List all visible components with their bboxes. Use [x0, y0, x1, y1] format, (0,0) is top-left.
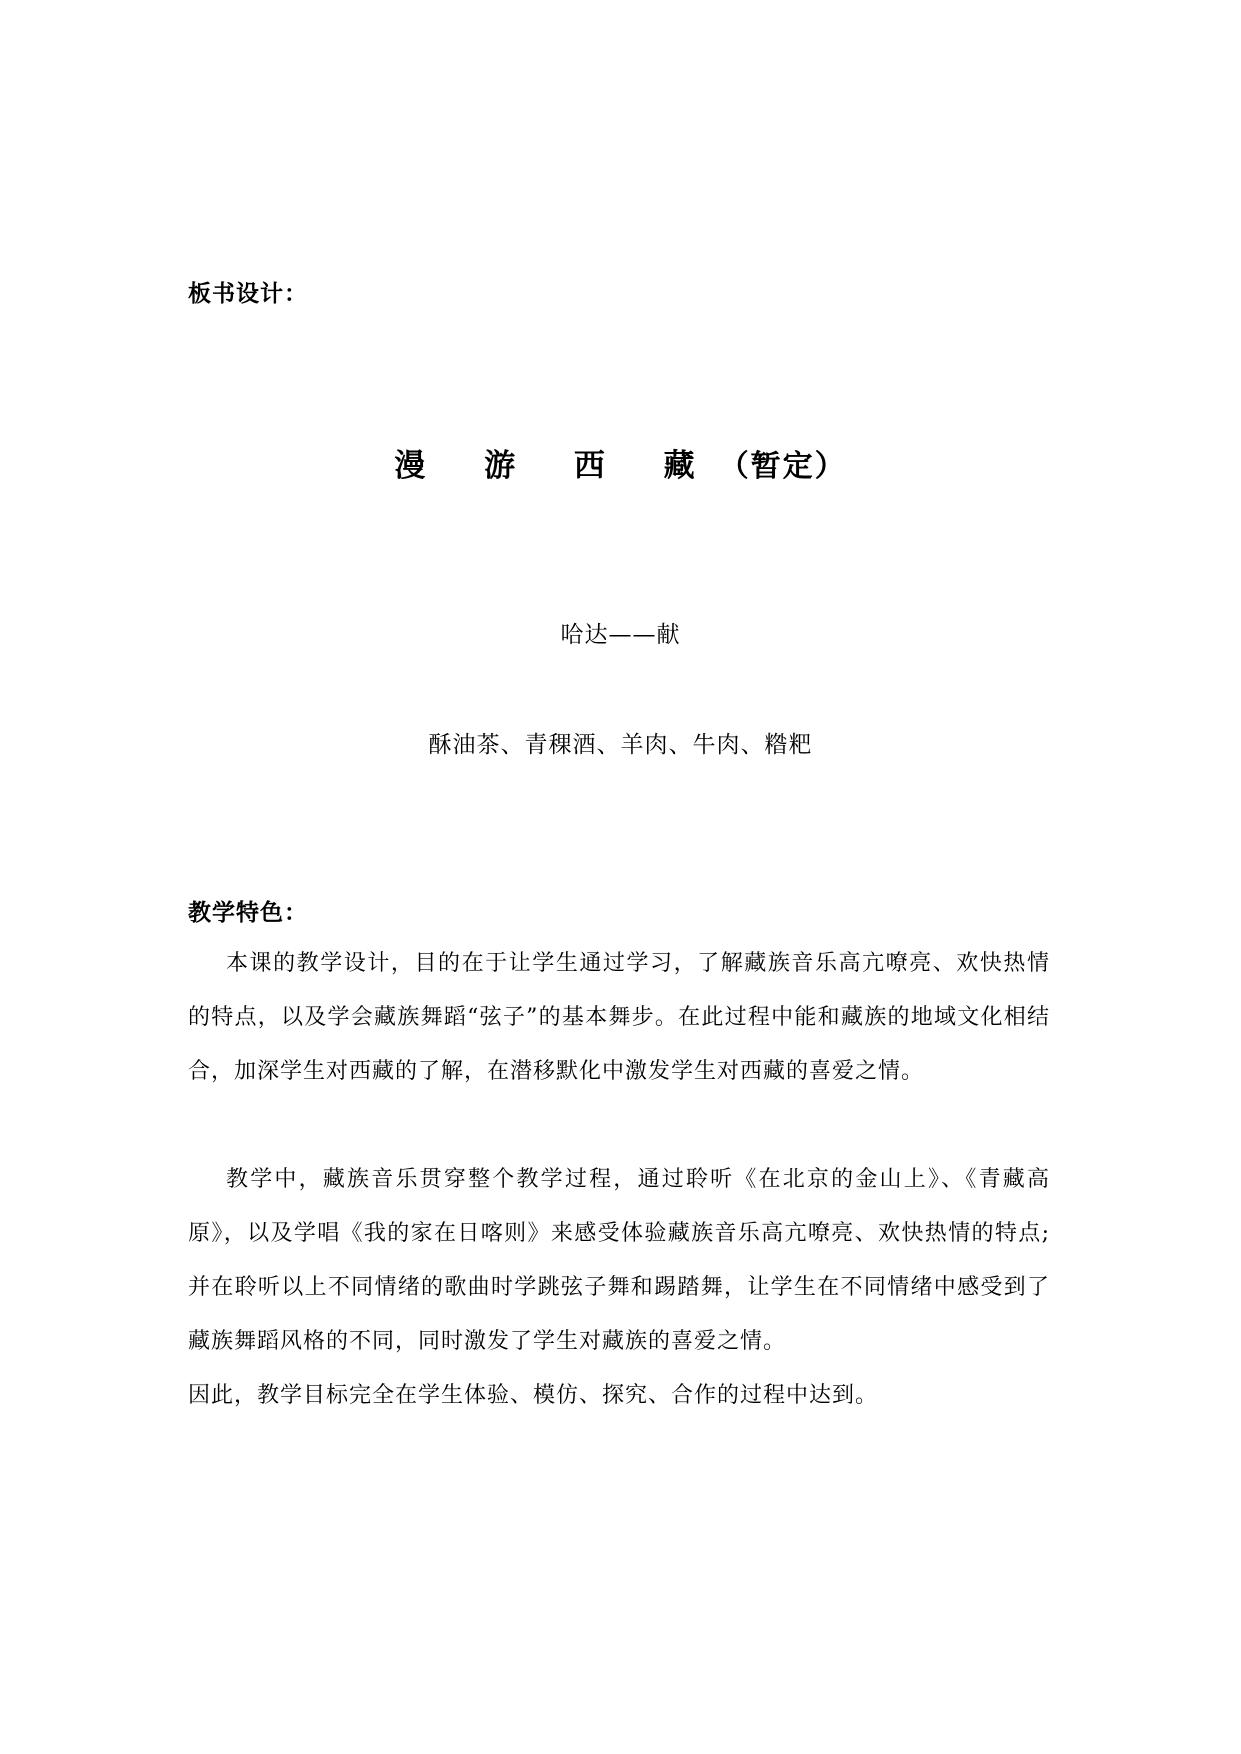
teaching-features-heading: 教学特色： — [188, 900, 308, 926]
board-title — [0, 440, 1241, 485]
board-title-main: 漫 游 西 藏 — [394, 448, 719, 484]
teaching-features-paragraph-3: 因此，教学目标完全在学生体验、模仿、探究、合作的过程中达到。 — [188, 1383, 879, 1408]
teaching-features-paragraph-2: 教学中，藏族音乐贯穿整个教学过程，通过聆听《在北京的金山上》、《青藏高原》，以及学唱《我的家在日喀则》来感受体验藏族音乐高亢嘹亮、欢快热情的特点;并在聆听以上不同情绪的歌曲时学跳弦子舞和踢踏舞，让学生在不同情绪中感受到了藏族舞蹈风格的不同，同时激发了学生对藏族的喜爱之情。 — [188, 1167, 1050, 1354]
board-line-foods: 酥油茶、青稞酒、羊肉、牛肉、糌粑 — [428, 732, 813, 758]
teaching-features-paragraph-1: 本课的教学设计，目的在于让学生通过学习，了解藏族音乐高亢嘹亮、欢快热情的特点，以及学会藏族舞蹈“弦子”的基本舞步。在此过程中能和藏族的地域文化相结合，加深学生对西藏的了解，在潜移默化中激发学生对西藏的喜爱之情。 — [188, 951, 1050, 1084]
board-title-note: （暂定） — [718, 449, 847, 484]
board-design-heading: 板书设计： — [188, 281, 308, 307]
board-line-hada: 哈达——献 — [560, 622, 681, 648]
